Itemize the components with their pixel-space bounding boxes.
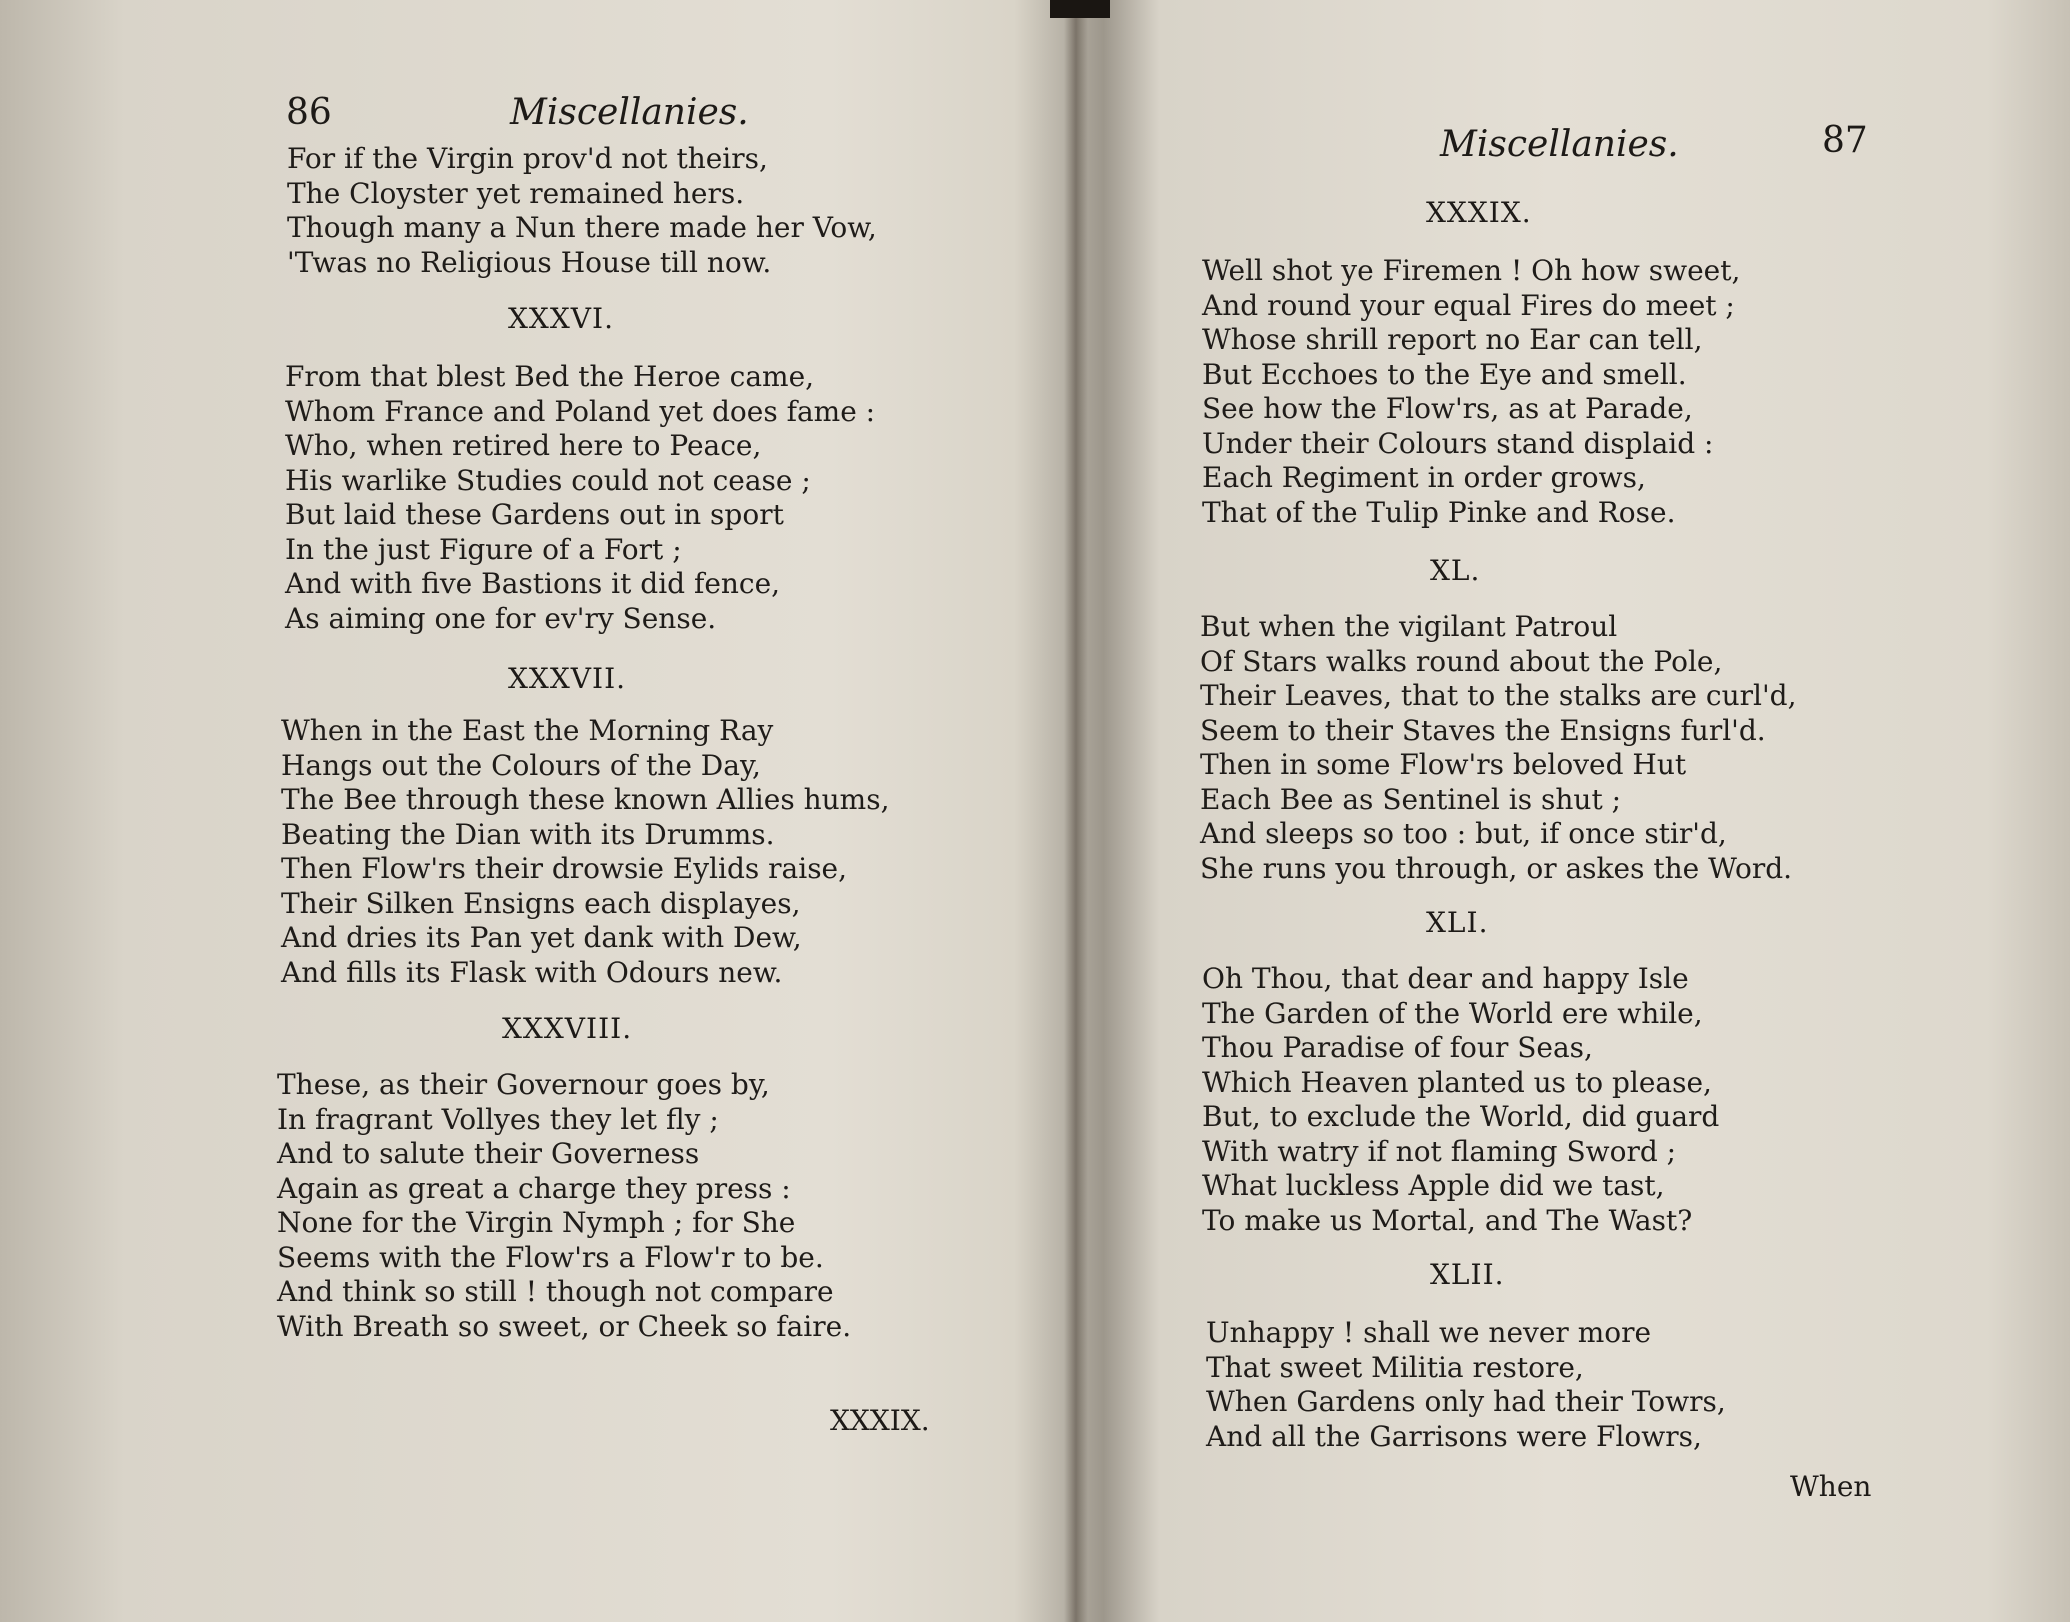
verse-line: From that blest Bed the Heroe came, (285, 360, 815, 393)
verse-line: Thou Paradise of four Seas, (1202, 1031, 1593, 1064)
verse-line: That sweet Militia restore, (1206, 1350, 1584, 1384)
right-catchword: When (1790, 1470, 1872, 1503)
verse-line: As aiming one for ev'ry Sense. (285, 601, 717, 635)
right-running-head: Miscellanies. (1440, 124, 1679, 165)
verse-line: Who, when retired here to Peace, (285, 429, 762, 462)
left-running-head: Miscellanies. (510, 92, 749, 133)
verse-line: These, as their Governour goes by, (277, 1068, 770, 1101)
stanza-numeral-xxxvi: XXXVI. (508, 302, 614, 335)
verse-line: And think so still ! though not compare (277, 1275, 834, 1308)
verse-line: In fragrant Vollyes they let fly ; (277, 1102, 719, 1136)
verse-line: With watry if not flaming Sword ; (1202, 1134, 1677, 1168)
verse-line: And all the Garrisons were Flowrs, (1206, 1419, 1702, 1453)
verse-line: Under their Colours stand displaid : (1202, 426, 1714, 460)
stanza-xl (1200, 610, 1796, 886)
stanza-xxxix (1202, 254, 1740, 530)
stanza-numeral-xli: XLI. (1426, 906, 1489, 939)
verse-line: None for the Virgin Nymph ; for She (277, 1206, 796, 1239)
verse-line: And fills its Flask with Odours new. (281, 955, 783, 989)
stanza-numeral-xxxix: XXXIX. (1426, 196, 1532, 229)
verse-line: Again as great a charge they press : (277, 1171, 791, 1205)
verse-line: And round your equal Fires do meet ; (1202, 288, 1735, 322)
stanza-numeral-xxxviii: XXXVIII. (502, 1012, 633, 1045)
verse-line: And dries its Pan yet dank with Dew, (281, 921, 802, 954)
verse-line: To make us Mortal, and The Wast? (1202, 1203, 1693, 1237)
verse-line: See how the Flow'rs, as at Parade, (1202, 392, 1693, 425)
left-catchword: XXXIX. (830, 1404, 930, 1437)
right-page-number: 87 (1822, 120, 1868, 161)
verse-line: Then in some Flow'rs beloved Hut (1200, 748, 1687, 781)
verse-line: When in the East the Morning Ray (281, 714, 774, 747)
stanza-xlii (1206, 1316, 1726, 1454)
verse-line: Whose shrill report no Ear can tell, (1202, 323, 1703, 356)
verse-line: And to salute their Governess (277, 1137, 700, 1170)
verse-line: Seem to their Staves the Ensigns furl'd. (1200, 713, 1766, 747)
verse-line: But Ecchoes to the Eye and smell. (1202, 357, 1687, 391)
verse-line: Their Silken Ensigns each displayes, (281, 886, 801, 920)
verse-line: And sleeps so too : but, if once stir'd, (1200, 817, 1727, 850)
verse-line: Whom France and Poland yet does fame : (285, 394, 876, 428)
verse-line: She runs you through, or askes the Word. (1200, 851, 1793, 885)
verse-line: Their Leaves, that to the stalks are curl'd, (1200, 679, 1797, 712)
verse-line: For if the Virgin prov'd not theirs, (287, 142, 768, 175)
stanza-xxxvi (285, 360, 875, 636)
verse-line: With Breath so sweet, or Cheek so faire. (277, 1309, 852, 1343)
left-opening-lines (287, 142, 877, 280)
verse-line: The Garden of the World ere while, (1202, 996, 1703, 1030)
verse-line: That of the Tulip Pinke and Rose. (1202, 495, 1676, 529)
verse-line: Seems with the Flow'rs a Flow'r to be. (277, 1240, 824, 1274)
verse-line: Unhappy ! shall we never more (1206, 1316, 1652, 1349)
verse-line: Though many a Nun there made her Vow, (287, 211, 877, 244)
verse-line: In the just Figure of a Fort ; (285, 532, 682, 566)
verse-line: Oh Thou, that dear and happy Isle (1202, 962, 1689, 995)
stanza-numeral-xlii: XLII. (1430, 1258, 1505, 1291)
verse-line: 'Twas no Religious House till now. (287, 245, 772, 279)
verse-line: Each Bee as Sentinel is shut ; (1200, 782, 1622, 816)
verse-line: Each Regiment in order grows, (1202, 461, 1646, 494)
verse-line: Which Heaven planted us to please, (1202, 1065, 1712, 1099)
verse-line: The Cloyster yet remained hers. (287, 176, 745, 210)
verse-line: Hangs out the Colours of the Day, (281, 748, 761, 782)
verse-line: His warlike Studies could not cease ; (285, 463, 811, 497)
verse-line: Then Flow'rs their drowsie Eylids raise, (281, 852, 848, 885)
stanza-numeral-xxxvii: XXXVII. (508, 662, 627, 695)
stanza-xxxvii (281, 714, 889, 990)
stanza-xxxviii (277, 1068, 851, 1344)
verse-line: And with five Bastions it did fence, (285, 567, 781, 600)
verse-line: But when the vigilant Patroul (1200, 610, 1618, 643)
left-page-number: 86 (286, 92, 332, 133)
right-page (1080, 0, 2070, 1622)
verse-line: Beating the Dian with its Drumms. (281, 817, 775, 851)
verse-line: What luckless Apple did we tast, (1202, 1169, 1665, 1202)
stanza-numeral-xl: XL. (1430, 554, 1481, 587)
verse-line: Well shot ye Firemen ! Oh how sweet, (1202, 254, 1741, 287)
verse-line: But laid these Gardens out in sport (285, 498, 784, 531)
verse-line: When Gardens only had their Towrs, (1206, 1385, 1726, 1418)
verse-line: But, to exclude the World, did guard (1202, 1100, 1720, 1133)
verse-line: The Bee through these known Allies hums, (281, 783, 890, 816)
verse-line: Of Stars walks round about the Pole, (1200, 644, 1723, 678)
stanza-xli (1202, 962, 1719, 1238)
